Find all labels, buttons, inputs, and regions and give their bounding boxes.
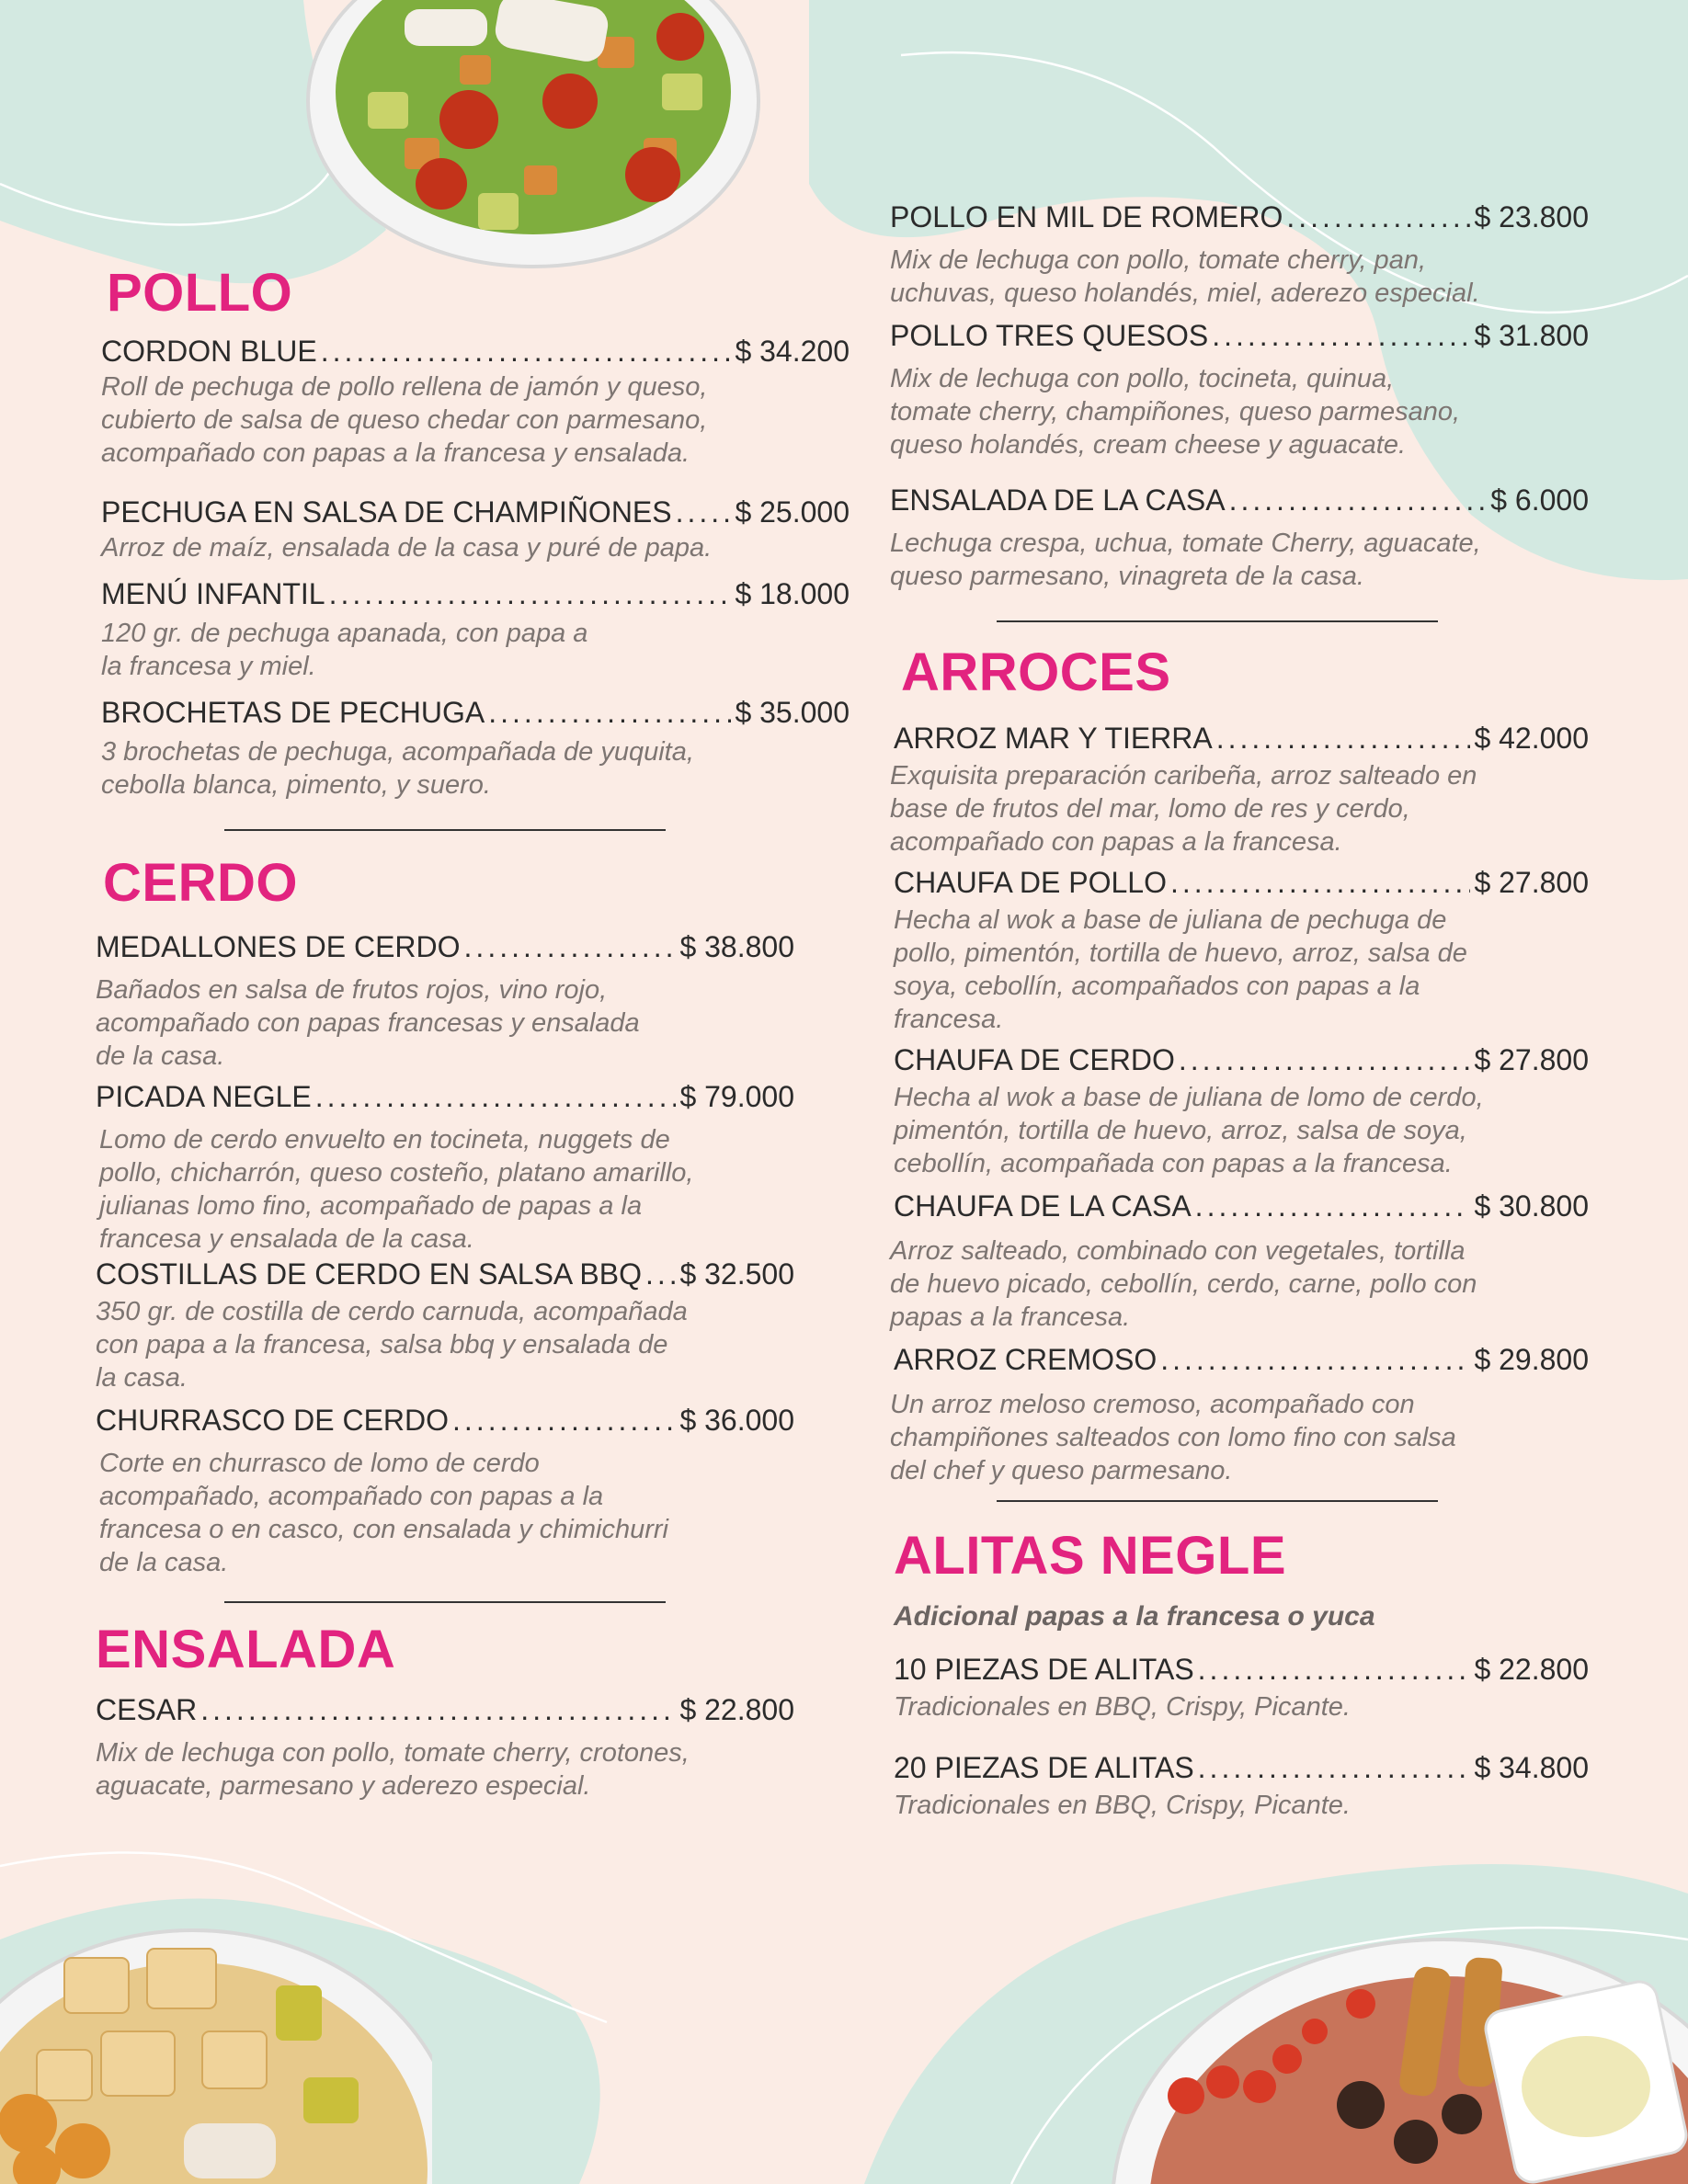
item-price: $ 42.000 [1474,722,1589,755]
item-description: Mix de lechuga con pollo, tomate cherry, crotones, aguacate, parmesano y aderezo especial. [96,1738,690,1801]
menu-item [890,1343,1589,1487]
item-price: $ 34.200 [735,335,850,368]
section-title-alitas: ALITAS NEGLE [894,1526,1287,1586]
section-pollo [96,263,850,802]
item-name: CORDON BLUE [101,335,317,368]
item-price: $ 79.000 [679,1080,794,1113]
item-name: ARROZ CREMOSO [894,1343,1158,1376]
dot-leader [1195,1189,1471,1223]
dot-leader [321,335,732,369]
picada-platter-photo [1057,1930,1688,2184]
section-divider [997,1500,1438,1502]
item-price: $ 30.800 [1474,1189,1589,1223]
item-description: Lomo de cerdo envuelto en tocineta, nuggets de pollo, chicharrón, queso costeño, platano amarillo, julianas lomo fino, acompañado de papas a la francesa y ensalada de la casa. [99,1125,694,1254]
item-price: $ 34.800 [1474,1751,1589,1784]
item-description: Hecha al wok a base de juliana de lomo de cerdo, pimentón, tortilla de huevo, arroz, salsa de soya, cebollín, acompañada con papas a la francesa. [894,1083,1484,1178]
menu-item [96,1693,794,1803]
dot-leader [315,1080,677,1114]
item-description: Mix de lechuga con pollo, tomate cherry, pan, uchuvas, queso holandés, miel, aderezo especial. [890,245,1480,308]
dot-leader [488,696,731,730]
item-price: $ 25.000 [735,495,850,529]
dot-leader [676,495,732,529]
item-price: $ 6.000 [1490,483,1589,517]
item-name: PECHUGA EN SALSA DE CHAMPIÑONES [101,495,672,529]
dot-leader [1229,483,1488,518]
item-name: BROCHETAS DE PECHUGA [101,696,485,729]
menu-item [890,319,1589,461]
menu-item [101,696,850,802]
item-description: Tradicionales en BBQ, Crispy, Picante. [894,1791,1351,1820]
item-description: Un arroz meloso cremoso, acompañado con champiñones salteados con lomo fino con salsa del chef y queso parmesano. [890,1390,1456,1485]
section-ensalada-continued [890,200,1589,593]
menu-item [96,930,794,1073]
dot-leader [1216,722,1471,756]
menu-item [894,1653,1589,1723]
dot-leader [1170,866,1470,900]
item-price: $ 18.000 [735,577,850,610]
section-note: Adicional papas a la francesa o yuca [894,1601,1375,1632]
dot-leader [1179,1043,1471,1077]
menu-item [101,577,850,683]
menu-item [894,866,1589,1036]
item-description: Corte en churrasco de lomo de cerdo acompañado, acompañado con papas a la francesa o en casco, con ensalada y chimichurri de la casa. [99,1449,668,1577]
menu-item [96,1257,794,1394]
item-name: CHAUFA DE LA CASA [894,1189,1192,1223]
item-description: Tradicionales en BBQ, Crispy, Picante. [894,1692,1351,1722]
item-name: CHURRASCO DE CERDO [96,1404,450,1437]
section-ensalada [96,1620,850,1803]
dot-leader [1160,1343,1470,1377]
item-description: Arroz salteado, combinado con vegetales, tortilla de huevo picado, cebollín, cerdo, carne, pollo con papas a la francesa. [890,1236,1477,1332]
dot-leader [1198,1653,1471,1687]
left-column [96,263,850,1803]
menu-item [96,1404,794,1579]
item-description: 350 gr. de costilla de cerdo carnuda, acompañada con papa a la francesa, salsa bbq y ensalada de la casa. [96,1297,688,1393]
section-cerdo [96,853,850,1579]
section-alitas [890,1526,1589,1822]
item-name: POLLO TRES QUESOS [890,319,1209,352]
section-divider [224,829,666,831]
section-divider [224,1601,666,1603]
item-description: 120 gr. de pechuga apanada, con papa a la francesa y miel. [101,619,588,681]
menu-item [894,1043,1589,1180]
item-description: Mix de lechuga con pollo, tocineta, quinua, tomate cherry, champiñones, queso parmesano, queso holandés, cream cheese y aguacate. [890,364,1461,460]
item-price: $ 22.800 [1474,1653,1589,1686]
item-price: $ 22.800 [679,1693,794,1726]
item-price: $ 32.500 [679,1257,794,1291]
menu-item [894,1751,1589,1822]
item-name: ARROZ MAR Y TIERRA [894,722,1213,755]
menu-item [96,1080,794,1256]
menu-item [101,495,850,564]
dot-leader [645,1257,676,1291]
item-name: COSTILLAS DE CERDO EN SALSA BBQ [96,1257,642,1291]
item-name: PICADA NEGLE [96,1080,312,1113]
item-name: POLLO EN MIL DE ROMERO [890,200,1283,233]
item-name: MENÚ INFANTIL [101,577,325,610]
item-price: $ 36.000 [679,1404,794,1437]
item-name: ENSALADA DE LA CASA [890,483,1226,517]
dot-leader [200,1693,676,1727]
section-title-ensalada: ENSALADA [96,1620,396,1679]
section-arroces [890,643,1589,1487]
item-name: CHAUFA DE CERDO [894,1043,1175,1076]
dot-leader [464,930,677,964]
dot-leader [329,577,732,611]
right-column [890,200,1589,1822]
item-name: 10 PIEZAS DE ALITAS [894,1653,1194,1686]
dot-leader [452,1404,676,1438]
item-description: Hecha al wok a base de juliana de pechuga de pollo, pimentón, tortilla de huevo, arroz, salsa de soya, cebollín, acompañados con papas a la francesa. [894,905,1467,1034]
dot-leader [1286,200,1470,234]
menu-item [890,483,1589,593]
item-price: $ 29.800 [1474,1343,1589,1376]
dot-leader [1198,1751,1471,1785]
item-price: $ 23.800 [1474,200,1589,233]
item-price: $ 31.800 [1474,319,1589,352]
item-description: Bañados en salsa de frutos rojos, vino rojo, acompañado con papas francesas y ensalada de la casa. [96,975,640,1071]
item-name: 20 PIEZAS DE ALITAS [894,1751,1194,1784]
item-description: Arroz de maíz, ensalada de la casa y puré de papa. [101,533,713,563]
section-title-arroces: ARROCES [901,643,1171,702]
caesar-salad-photo [0,1912,432,2184]
item-name: CHAUFA DE POLLO [894,866,1167,899]
item-description: 3 brochetas de pechuga, acompañada de yuquita, cebolla blanca, pimento, y suero. [101,737,694,800]
item-description: Lechuga crespa, uchua, tomate Cherry, aguacate, queso parmesano, vinagreta de la casa. [890,529,1481,591]
section-divider [997,620,1438,622]
item-price: $ 27.800 [1474,866,1589,899]
dot-leader [1212,319,1470,353]
menu-item [890,200,1589,310]
item-name: MEDALLONES DE CERDO [96,930,461,963]
menu-item [101,335,850,470]
item-price: $ 27.800 [1474,1043,1589,1076]
item-price: $ 38.800 [679,930,794,963]
item-price: $ 35.000 [735,696,850,729]
menu-item [890,1189,1589,1334]
item-description: Exquisita preparación caribeña, arroz salteado en base de frutos del mar, lomo de res y cerdo, acompañado con papas a la francesa. [890,761,1477,857]
section-title-cerdo: CERDO [103,853,298,913]
menu-item [890,722,1589,859]
salad-bowl-photo [294,0,846,276]
item-name: CESAR [96,1693,198,1726]
section-title-pollo: POLLO [107,263,293,323]
item-description: Roll de pechuga de pollo rellena de jamón y queso, cubierto de salsa de queso chedar con parmesano, acompañado con papas a la francesa y ensalada. [101,372,708,468]
